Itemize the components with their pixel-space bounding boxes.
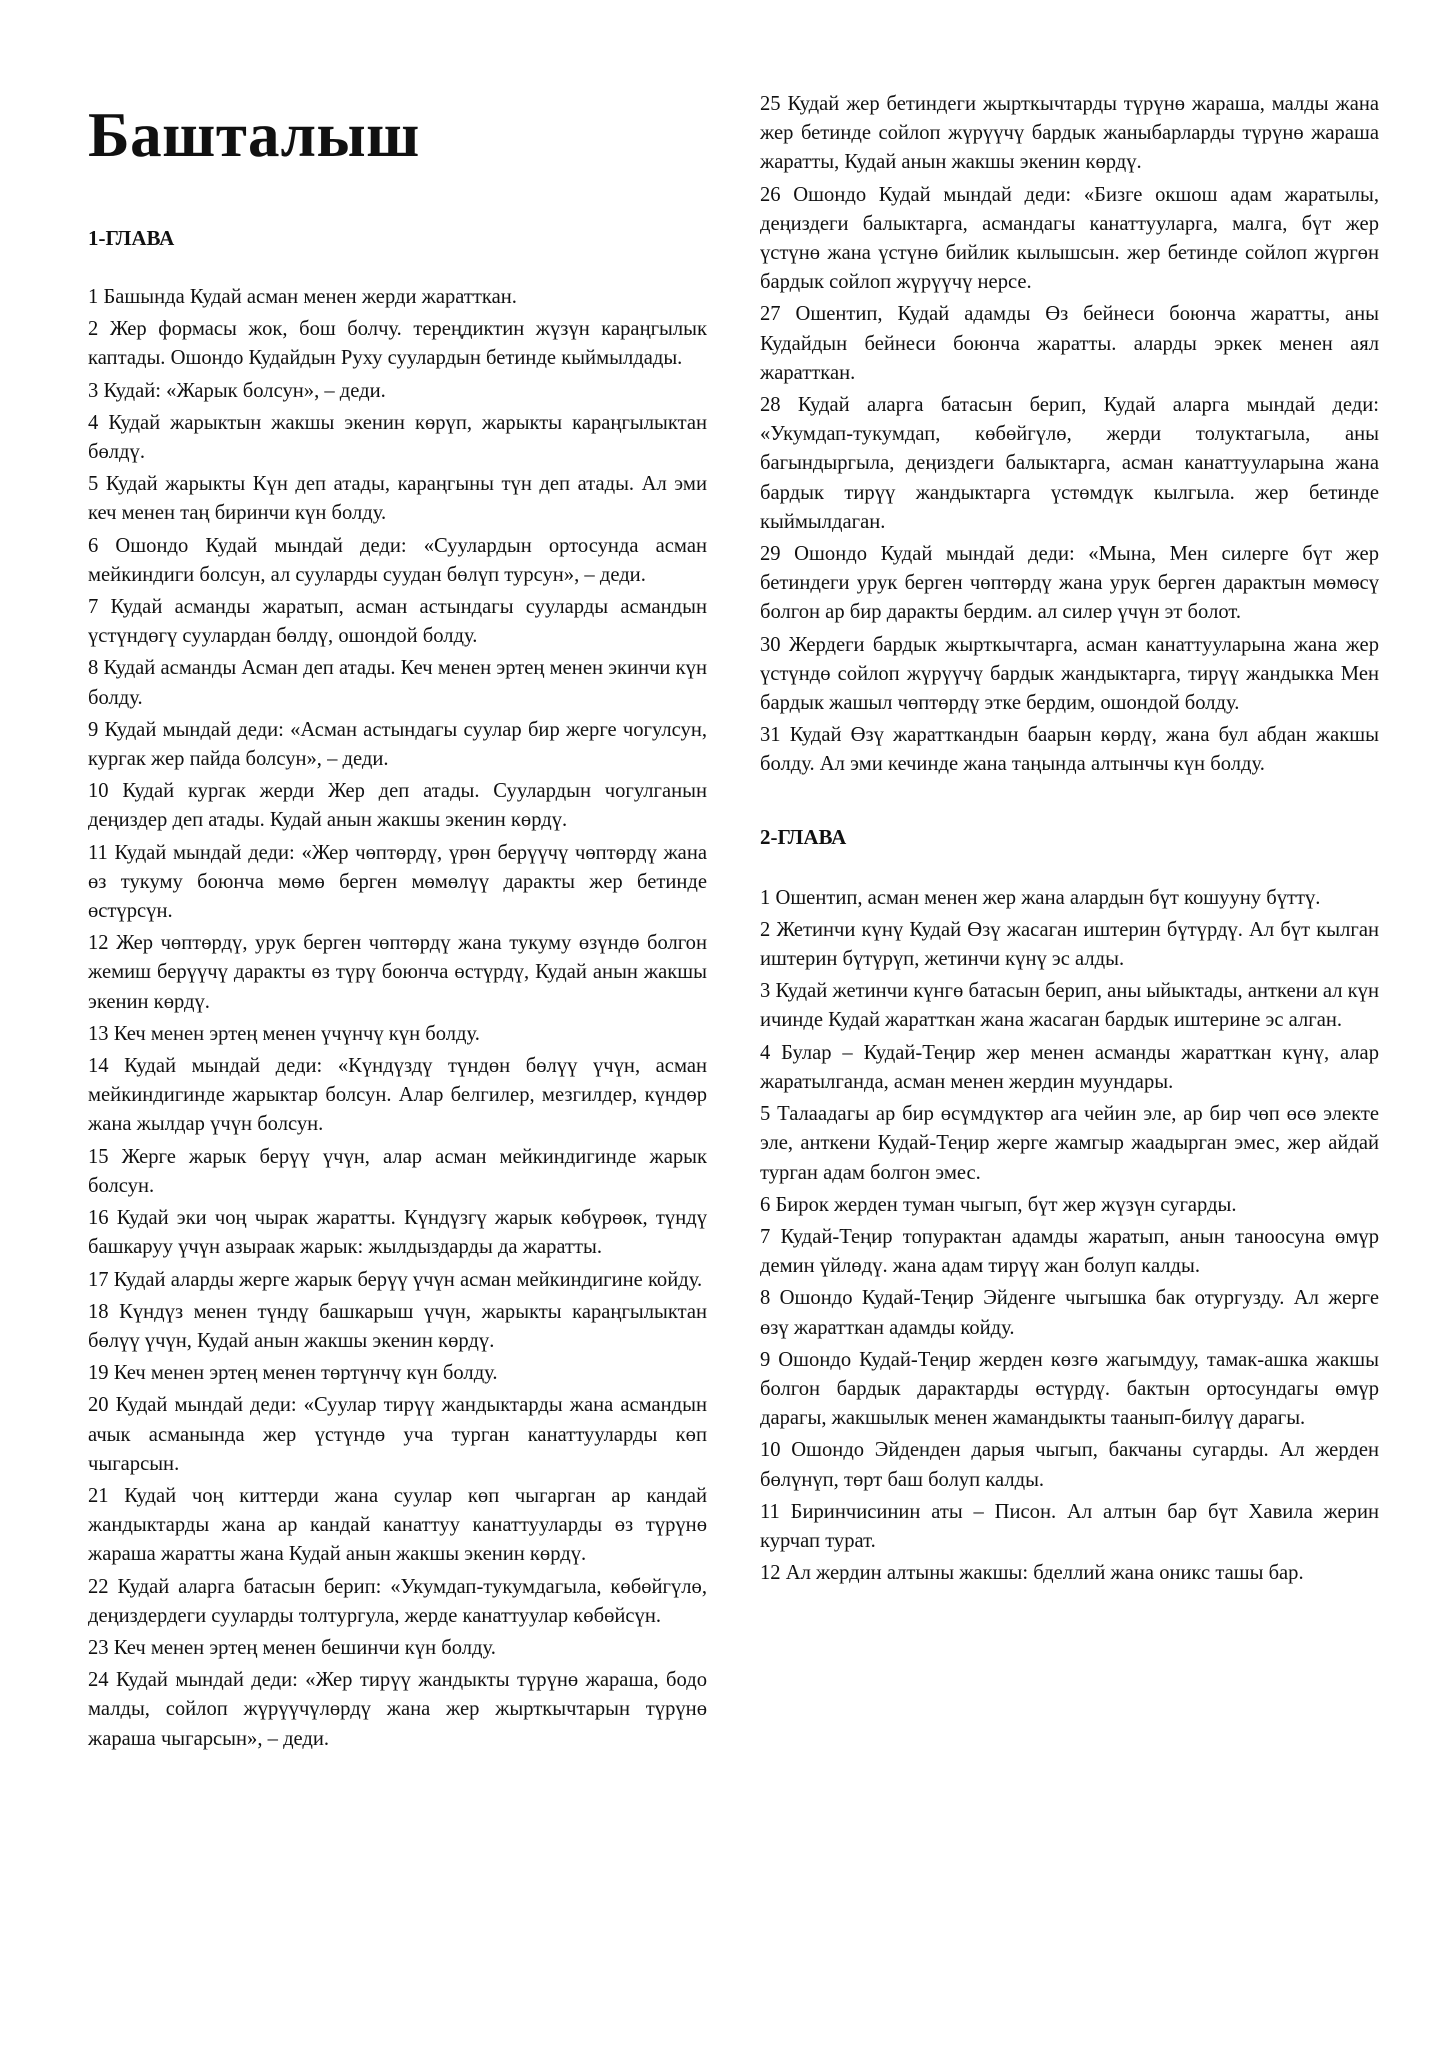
verse: 31 Кудай Өзү жаратткандын баарын көрдү, жана бул абдан жакшы болду. Ал эми кечинде жана таңында алтынчы күн болду. [760, 724, 1379, 776]
verse: 30 Жердеги бардык жырткычтарга, асман канаттууларына жана жер үстүндө сойлоп жүрүүчү бардык жандыктарга, тирүү жандыкка Мен бардык жашыл чөптөрдү этке бердим, ошондой болду. [760, 633, 1379, 715]
verse: 21 Кудай чоң киттерди жана суулар көп чыгарган ар кандай жандыктарды жана ар кандай канаттуу канаттууларды өз түрүнө жараша жаратты жана Кудай анын жакшы экенин көрдү. [88, 1484, 707, 1566]
verse: 10 Ошондо Эйденден дарыя чыгып, бакчаны сугарды. Ал жерден бөлүнүп, төрт баш болуп калды. [760, 1439, 1379, 1491]
verse: 13 Кеч менен эртең менен үчүнчү күн болду. [88, 1022, 480, 1045]
verse: 7 Кудай-Теңир топурактан адамды жаратып, анын таноосуна өмүр демин үйлөдү. жана адам тирүү жан болуп калды. [760, 1225, 1379, 1278]
verse: 2 Жетинчи күнү Кудай Өзү жасаган иштерин бүтүрдү. Ал бүт кылган иштерин бүтүрүп, жетинчи күнү эс алды. [760, 918, 1379, 971]
verse: 6 Ошондо Кудай мындай деди: «Суулардын ортосунда асман мейкиндиги болсун, ал сууларды суудан бөлүп турсун», – деди. [88, 534, 707, 586]
verse: 29 Ошондо Кудай мындай деди: «Мына, Мен силерге бүт жер бетиндеги урук берген чөптөрдү жана урук берген дарактын мөмөсү болгон ар бир даракты бердим. ал силер үчүн эт болот. [760, 543, 1379, 624]
verse: 1 Башында Кудай асман менен жерди жаратткан. [88, 286, 517, 308]
verse: 2 Жер формасы жок, бош болчу. тереңдиктин жүзүн караңгылык каптады. Ошондо Кудайдын Руху суулардын бетинде кыймылдады. [88, 318, 707, 370]
verse: 17 Кудай аларды жерге жарык берүү үчүн асман мейкиндигине койду. [88, 1268, 703, 1291]
verse: 8 Ошондо Кудай-Теңир Эйденге чыгышка бак отургузду. Ал жерге өзү жаратткан адамды койду. [760, 1287, 1379, 1339]
right-column [760, 90, 1379, 1591]
verse: 3 Кудай: «Жарык болсун», – деди. [88, 379, 386, 402]
chapter-2-verses [760, 884, 1379, 1589]
verse: 3 Кудай жетинчи күнгө батасын берип, аны ыйыктады, анткени ал күн ичинде Кудай жаратткан жана жасаган бардык иштерине эс алган. [760, 980, 1379, 1032]
book-title: Башталыш [88, 100, 420, 170]
verse: 19 Кеч менен эртең менен төртүнчү күн болду. [88, 1362, 498, 1385]
verse: 6 Бирок жерден туман чыгып, бүт жер жүзүн сугарды. [760, 1193, 1237, 1216]
verse: 5 Кудай жарыкты Күн деп атады, караңгыны түн деп атады. Ал эми кеч менен таң биринчи күн болду. [88, 473, 707, 525]
verse: 9 Кудай мындай деди: «Асман астындагы суулар бир жерге чогулсун, кургак жер пайда болсун», – деди. [88, 718, 707, 771]
verse: 15 Жерге жарык берүү үчүн, алар асман мейкиндигинде жарык болсун. [88, 1145, 707, 1197]
verse: 24 Кудай мындай деди: «Жер тирүү жандыкты түрүнө жараша, бодо малды, сойлоп жүрүүчүлөрдү жана жер жырткычтарын түрүнө жараша чыгарсын», – деди. [88, 1669, 707, 1750]
verse: 16 Кудай эки чоң чырак жаратты. Күндүзгү жарык көбүрөөк, түндү башкаруу үчүн азыраак жарык: жылдыздарды да жаратты. [88, 1207, 707, 1259]
verse: 23 Кеч менен эртең менен бешинчи күн болду. [88, 1636, 496, 1659]
chapter-heading-1: 1-ГЛАВА [88, 226, 175, 250]
verse: 4 Кудай жарыктын жакшы экенин көрүп, жарыкты караңгылыктан бөлдү. [88, 411, 707, 464]
chapter-1-verses-part-2 [760, 90, 1379, 780]
verse: 11 Биринчисинин аты – Писон. Ал алтын бар бүт Хавила жерин курчап турат. [760, 1500, 1379, 1552]
verse: 11 Кудай мындай деди: «Жер чөптөрдү, үрөн берүүчү чөптөрдү жана өз тукуму боюнча мөмө берген мөмөлүү даракты жер бетинде өстүрсүн. [88, 841, 707, 923]
verse: 9 Ошондо Кудай-Теңир жерден көзгө жагымдуу, тамак-ашка жакшы болгон бардык дарактарды өстүрдү. бактын ортосундагы өмүр дарагы, жакшылык менен жамандыкты таанып-билүү дарагы. [760, 1348, 1379, 1430]
verse: 10 Кудай кургак жерди Жер деп атады. Суулардын чогулганын деңиздер деп атады. Кудай анын жакшы экенин көрдү. [88, 780, 707, 832]
verse: 5 Талаадагы ар бир өсүмдүктөр ага чейин эле, ар бир чөп өсө электе эле, анткени Кудай-Теңир жерге жамгыр жаадырган эмес, жер айдай турган адам болгон эмес. [760, 1103, 1379, 1184]
verse: 18 Күндүз менен түндү башкарыш үчүн, жарыкты караңгылыктан бөлүү үчүн, Кудай анын жакшы экенин көрдү. [88, 1300, 707, 1352]
verse: 12 Жер чөптөрдү, урук берген чөптөрдү жана тукуму өзүндө болгон жемиш берүүчү даракты өз түрү боюнча өстүрдү, Кудай анын жакшы экенин көрдү. [88, 932, 707, 1013]
verse: 4 Булар – Кудай-Теңир жер менен асманды жаратткан күнү, алар жаратылганда, асман менен жердин муундары. [760, 1041, 1379, 1093]
verse: 12 Ал жердин алтыны жакшы: бделлий жана оникс ташы бар. [760, 1562, 1304, 1585]
chapter-heading-2: 2-ГЛАВА [760, 824, 847, 849]
verse: 7 Кудай асманды жаратып, асман астындагы сууларды асмандын үстүндөгү суулардан бөлдү, ошондой болду. [88, 596, 707, 648]
verse: 27 Ошентип, Кудай адамды Өз бейнеси боюнча жаратты, аны Кудайдын бейнеси боюнча жаратты. аларды эркек менен аял жаратткан. [760, 303, 1379, 384]
verse: 8 Кудай асманды Асман деп атады. Кеч менен эртең менен экинчи күн болду. [88, 657, 707, 709]
left-column [88, 95, 707, 1757]
verse: 14 Кудай мындай деди: «Күндүздү түндөн бөлүү үчүн, асман мейкиндигинде жарыктар болсун. Алар белгилер, мезгилдер, күндөр жана жылдар үчүн болсун. [88, 1055, 707, 1136]
verse: 26 Ошондо Кудай мындай деди: «Бизге окшош адам жаратылы, деңиздеги балыктарга, асмандагы канаттууларга, малга, бүт жер үстүнө жана үстүнө бийлик кылышсын. жер бетинде сойлоп жүргөн бардык сойлоп жүрүүчү нерсе. [760, 183, 1379, 294]
verse: 22 Кудай аларга батасын берип: «Укумдап-тукумдагыла, көбөйгүлө, деңиздердеги сууларды толтургула, жерде канаттуулар көбөйсүн. [88, 1575, 707, 1627]
verse: 20 Кудай мындай деди: «Суулар тирүү жандыктарды жана асмандын ачык асманында жер үстүндө уча турган канаттууларды көп чыгарсын. [88, 1394, 707, 1475]
verse: 1 Ошентип, асман менен жер жана алардын бүт кошууну бүттү. [760, 886, 1321, 909]
chapter-1-verses-part-1 [88, 283, 707, 1754]
verse: 28 Кудай аларга батасын берип, Кудай аларга мындай деди: «Укумдап-тукумдап, көбөйгүлө, жерди толуктагыла, аны багындыргыла, деңиздеги балыктарга, асман канаттууларына жана бардык тирүү жандыктарга үстөмдүк кылгыла. жер бетинде кыймылдаган. [760, 394, 1379, 533]
verse: 25 Кудай жер бетиндеги жырткычтарды түрүнө жараша, малды жана жер бетинде сойлоп жүрүүчү бардык жаныбарларды түрүнө жараша жаратты, Кудай анын жакшы экенин көрдү. [760, 93, 1379, 174]
